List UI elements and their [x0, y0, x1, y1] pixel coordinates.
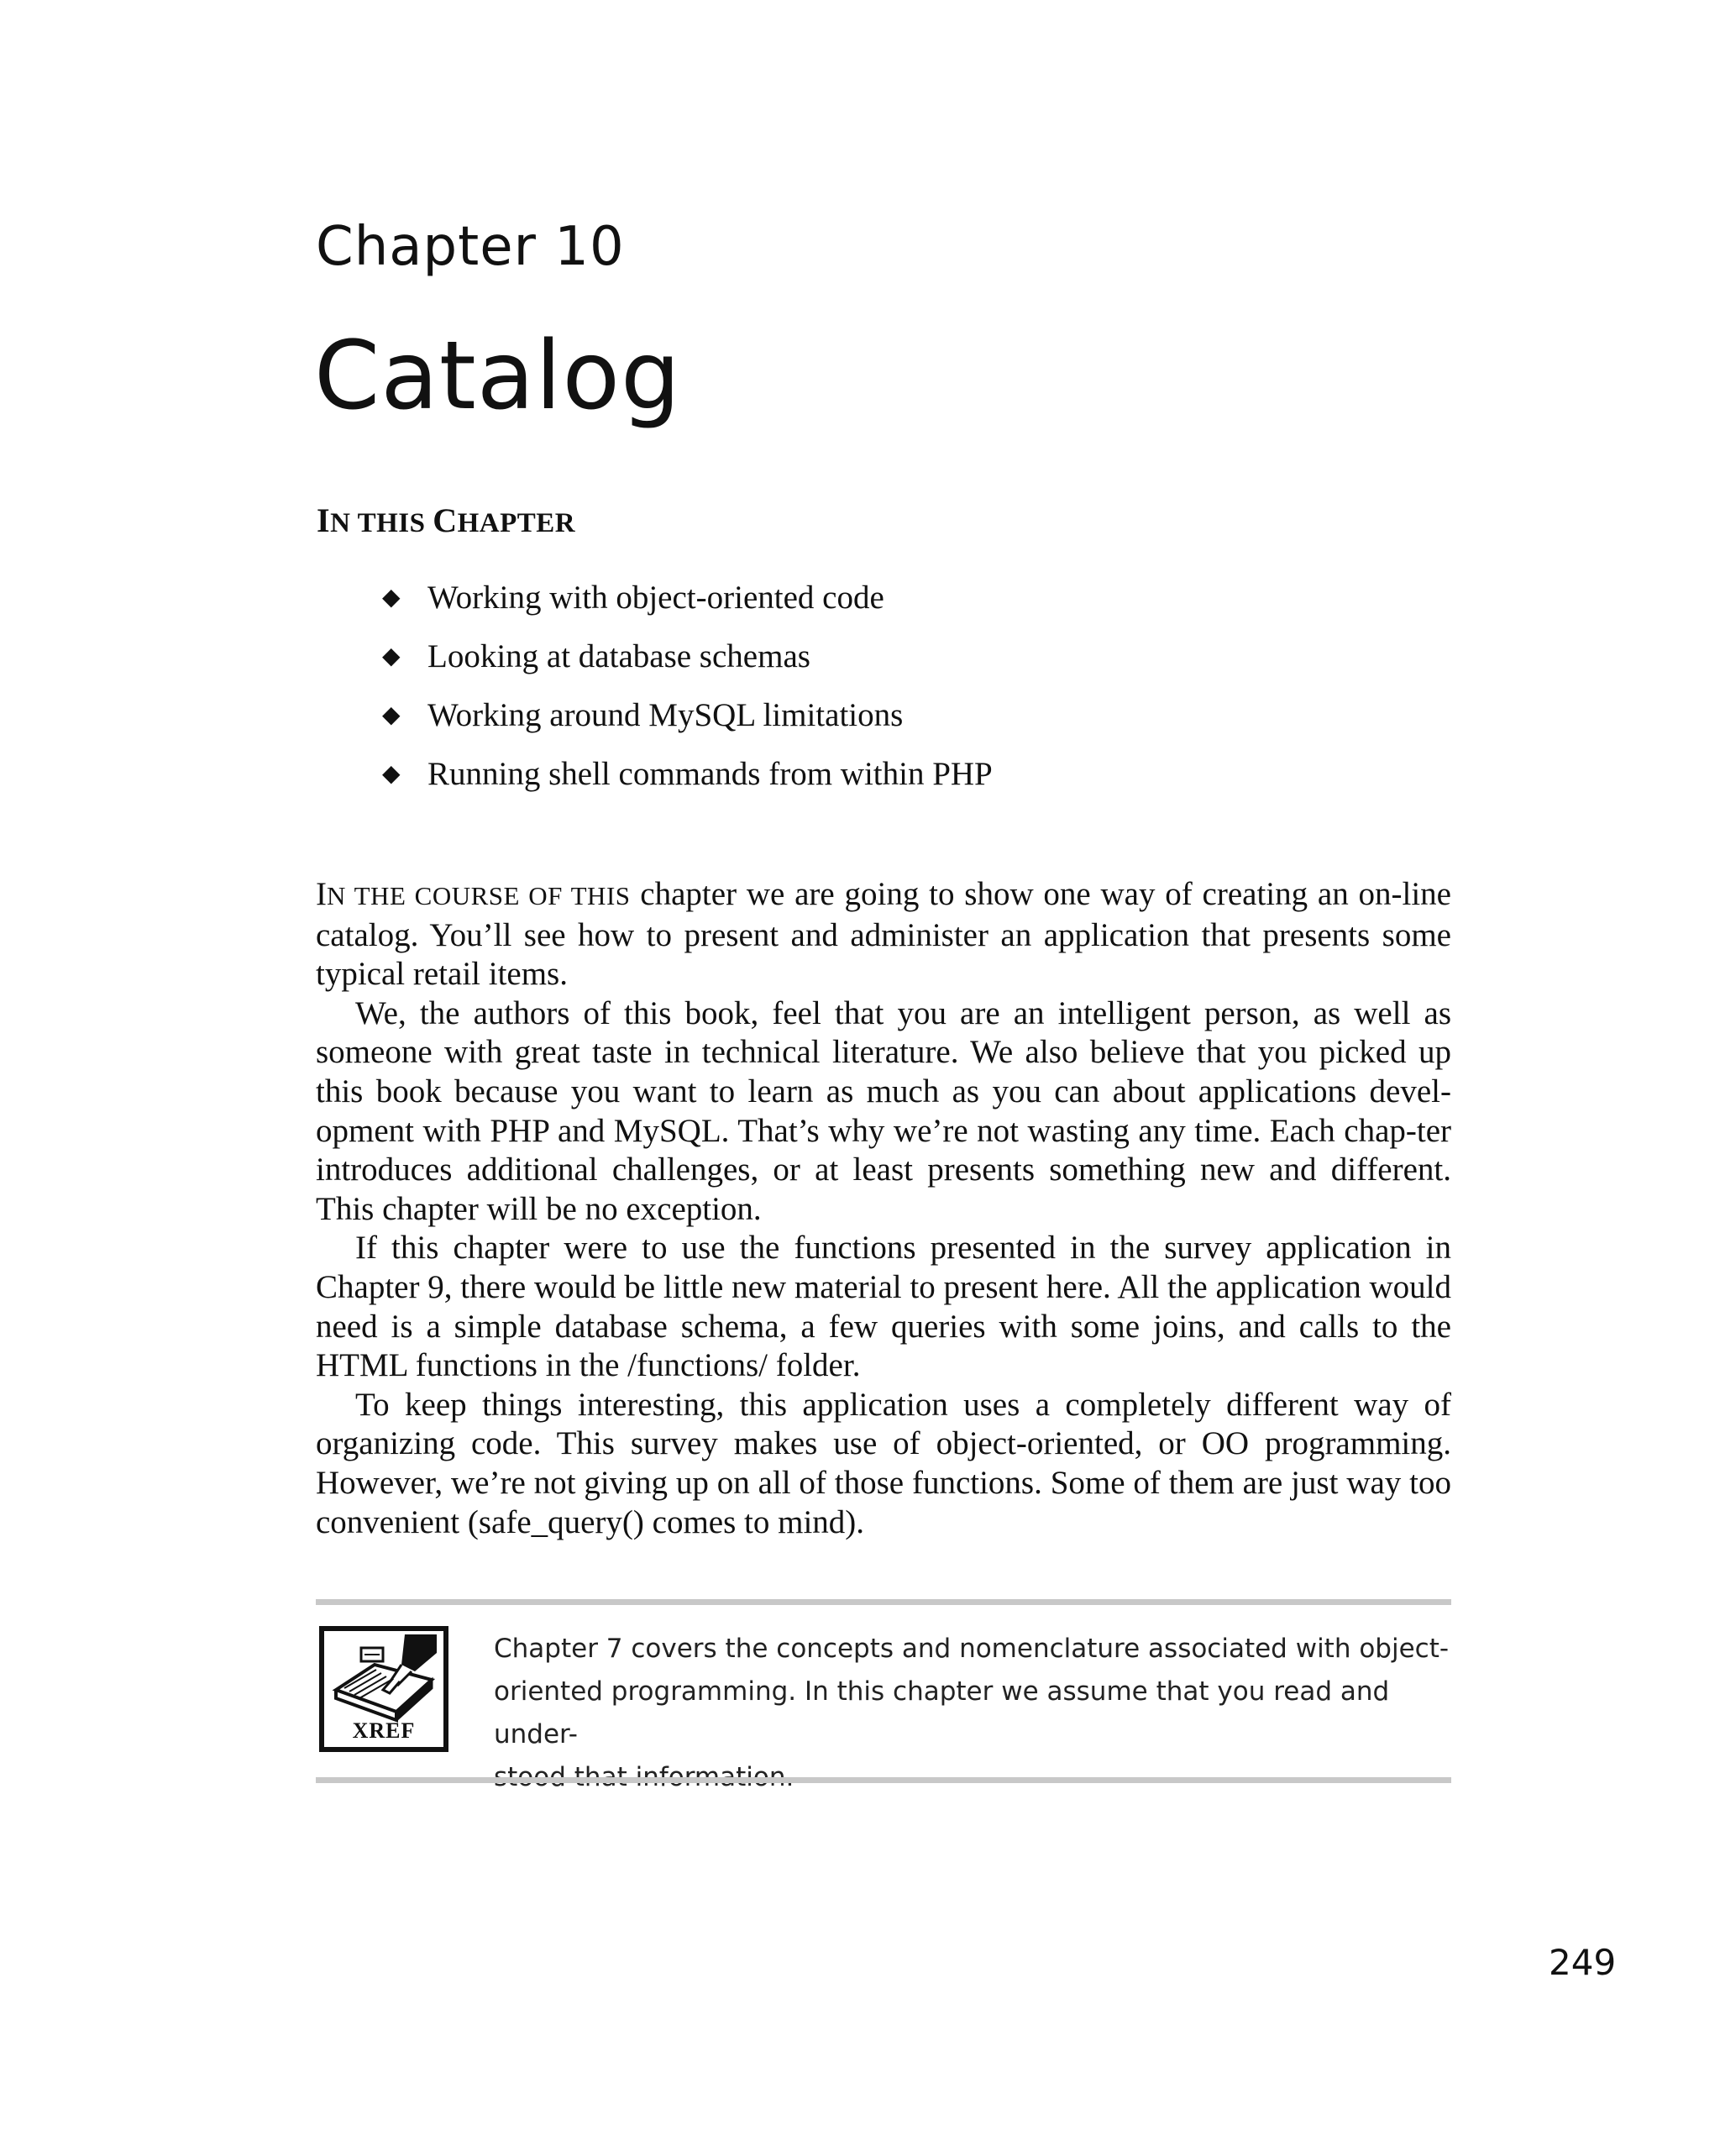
xref-note: [494, 1628, 1451, 1799]
lead-in: [316, 876, 631, 912]
in-this-chapter-heading: [317, 501, 576, 539]
heading-initial-c: C: [433, 501, 458, 539]
lead-in-initial: I: [316, 876, 327, 912]
chapter-title: Catalog: [314, 322, 682, 431]
xref-bottom-rule: [316, 1777, 1451, 1783]
paragraph-3: If this chapter were to use the functions presented in the survey application in Chapter 9, there would be little new material to present here. All the application would need is a simple database schema, a few queries with some joins, and calls to the HTML functions in the /functions/ folder.: [316, 1230, 1451, 1384]
heading-part: N THIS: [330, 508, 433, 538]
list-item-text: Working with object-oriented code: [427, 580, 884, 616]
paragraph-2: We, the authors of this book, feel that you are an intelligent person, as well as someone with great taste in technical literature. We also believe that you picked up this book because you want to learn as much as you can about applications devel-opment with PHP and MySQL. That’s why we’re not wasting any time. Each chap-ter introduces additional challenges, or at least presents something new and different. This chapter will be no exception.: [316, 994, 1451, 1227]
heading-initial: I: [317, 501, 331, 539]
list-item: [382, 697, 993, 756]
paragraph-1-text: chapter we are going to show one way of creating an on-line catalog. You’ll see how to present and administer an application that presents some typical retail items.: [316, 876, 1451, 993]
book-hand-icon: [324, 1631, 443, 1723]
xref-line-2: oriented programming. In this chapter we assume that you read and under-: [494, 1676, 1390, 1749]
heading-part-2: HAPTER: [457, 508, 576, 538]
paragraph-1: [316, 875, 1451, 994]
xref-label: XREF: [352, 1718, 416, 1743]
list-item: [382, 638, 993, 697]
list-item-text: Looking at database schemas: [427, 638, 810, 674]
list-item: [382, 756, 993, 815]
list-item-text: Running shell commands from within PHP: [427, 756, 993, 792]
diamond-bullet-icon: ◆: [382, 585, 401, 611]
page-number: 249: [1549, 1942, 1617, 1983]
chapter-label: Chapter 10: [316, 216, 625, 278]
xref-line-1: Chapter 7 covers the concepts and nomenclature associated with object-: [494, 1634, 1450, 1664]
xref-book-icon: [319, 1626, 448, 1752]
lead-in-smallcaps: N THE COURSE OF THIS: [327, 881, 631, 910]
xref-top-rule: [316, 1599, 1451, 1605]
diamond-bullet-icon: ◆: [382, 643, 401, 669]
diamond-bullet-icon: ◆: [382, 761, 401, 787]
list-item: [382, 580, 993, 638]
list-item-text: Working around MySQL limitations: [427, 697, 904, 733]
chapter-topics-list: [382, 580, 993, 815]
diamond-bullet-icon: ◆: [382, 702, 401, 728]
body-text: [316, 875, 1451, 1542]
paragraph-4: To keep things interesting, this application uses a completely different way of organizing code. This survey makes use of object-oriented, or OO programming. However, we’re not giving up on all of those functions. Some of them are just way too convenient (safe_query() comes to mind).: [316, 1386, 1451, 1540]
